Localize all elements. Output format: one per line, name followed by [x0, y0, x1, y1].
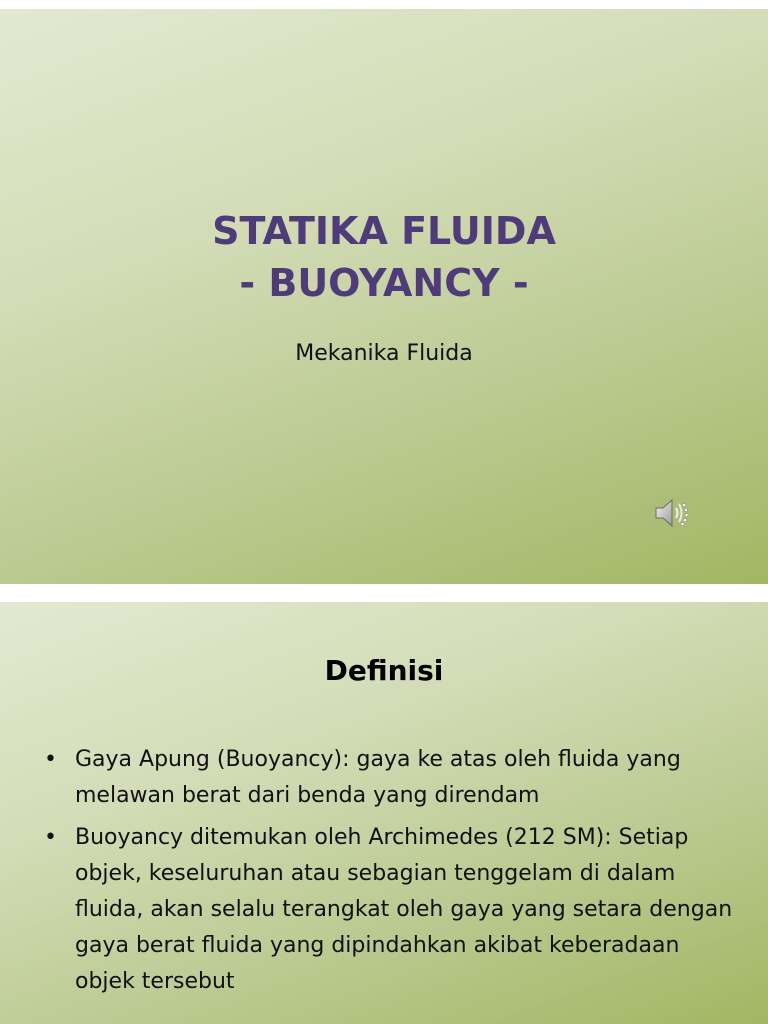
slide-title [0, 205, 768, 309]
speaker-icon[interactable] [652, 493, 692, 533]
bullet-marker: • [44, 747, 57, 772]
content-slide [0, 602, 768, 1024]
slide-heading: Definisi [324, 654, 444, 687]
bullet-item [44, 820, 744, 1000]
title-line-2: - BUOYANCY - [239, 261, 529, 305]
bullet-list [44, 742, 744, 1006]
bullet-text: Gaya Apung (Buoyancy): gaya ke atas oleh fluida yang melawan berat dari benda yang direndam [75, 747, 681, 808]
title-line-1: STATIKA FLUIDA [212, 209, 556, 253]
bullet-item [44, 742, 744, 814]
title-slide [0, 9, 768, 584]
bullet-text: Buoyancy ditemukan oleh Archimedes (212 SM): Setiap objek, keseluruhan atau sebagian tenggelam di dalam fluida, akan selalu terangkat oleh gaya yang setara dengan gaya berat fluida yang dipindahkan akibat keberadaan objek tersebut [75, 825, 733, 994]
bullet-marker: • [44, 825, 57, 850]
slide-subtitle: Mekanika Fluida [295, 341, 473, 366]
